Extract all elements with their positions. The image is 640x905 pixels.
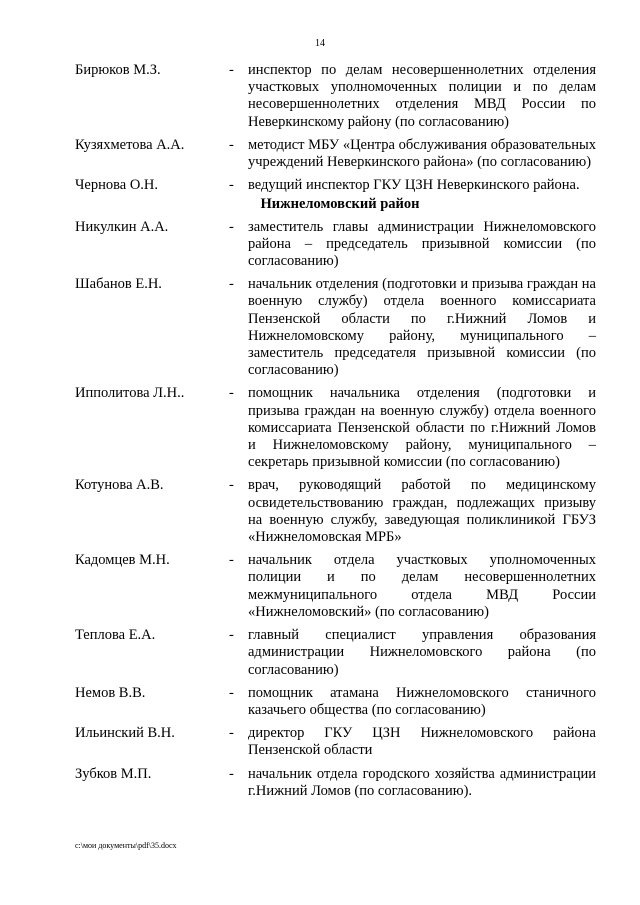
member-name: Теплова Е.А. (75, 627, 156, 644)
member-name: Котунова А.В. (75, 477, 164, 494)
member-entry (0, 62, 640, 131)
member-name: Ильинский В.Н. (75, 725, 175, 742)
member-name: Зубков М.П. (75, 765, 152, 782)
member-position: помощник начальника отделения (подготовки и призыва граждан на военную службу) отдела военного комиссариата Пензенской области по г.Нижний Ломов и Нижнеломовскому району, муниципального – секретарь призывной комиссии (по согласованию) (248, 385, 596, 471)
member-dash: - (229, 177, 234, 194)
member-dash: - (229, 627, 234, 644)
member-dash: - (229, 765, 234, 782)
member-dash: - (229, 477, 234, 494)
member-position: инспектор по делам несовершеннолетних отделения участковых уполномоченных полиции и по делам несовершеннолетних отделения МВД России по Неверкинскому району (по согласованию) (248, 62, 596, 130)
member-name: Бирюков М.З. (75, 62, 161, 78)
member-dash: - (229, 136, 234, 153)
member-position: главный специалист управления образования администрации Нижнеломовского района (по согласованию) (248, 627, 596, 678)
member-entry (0, 627, 640, 679)
member-name: Кузяхметова А.А. (75, 136, 185, 153)
member-name: Ипполитова Л.Н.. (75, 385, 185, 402)
entries-group-before (0, 62, 640, 194)
commission-member-list (0, 62, 640, 806)
member-position: начальник отдела участковых уполномоченных полиции и по делам несовершеннолетних межмуниципального отдела МВД России «Нижнеломовский» (по согласованию) (248, 552, 596, 620)
member-entry (0, 552, 640, 621)
member-entry (0, 276, 640, 379)
member-position: помощник атамана Нижнеломовского станичного казачьего общества (по согласованию) (248, 684, 596, 718)
member-dash: - (229, 725, 234, 742)
footer-file-path: c:\мои документы\pdf\35.docx (75, 841, 177, 850)
member-position: врач, руководящий работой по медицинскому освидетельствованию граждан, подлежащих призыву на военную службу, заведующая поликлиникой ГБУЗ «Нижнеломовская МРБ» (248, 477, 596, 546)
member-position: начальник отдела городского хозяйства администрации г.Нижний Ломов (по согласованию). (248, 765, 596, 799)
member-dash: - (229, 552, 234, 569)
member-dash: - (229, 218, 234, 235)
member-dash: - (229, 62, 234, 78)
member-name: Шабанов Е.Н. (75, 276, 162, 293)
member-entry (0, 725, 640, 759)
member-entry (0, 219, 640, 271)
page-number: 14 (315, 38, 325, 49)
member-position: заместитель главы администрации Нижнеломовского района – председатель призывной комиссии (по согласованию) (248, 218, 596, 270)
member-position: начальник отделения (подготовки и призыва граждан на военную службу) отдела военного комиссариата Пензенской области по г.Нижний Ломов и Нижнеломовскому району, муниципального – заместитель председателя призывной комиссии (по согласованию) (248, 276, 596, 379)
member-position: директор ГКУ ЦЗН Нижнеломовского района Пензенской области (248, 725, 596, 759)
member-entry (0, 766, 640, 800)
section-title: Нижнеломовский район (260, 196, 420, 213)
member-entry (0, 177, 640, 194)
member-name: Немов В.В. (75, 684, 146, 701)
member-position: методист МБУ «Центра обслуживания образовательных учреждений Неверкинского района» (по согласованию) (248, 136, 596, 171)
entries-group-after (0, 219, 640, 800)
member-entry (0, 477, 640, 546)
member-name: Кадомцев М.Н. (75, 552, 170, 569)
member-entry (0, 685, 640, 719)
member-dash: - (229, 385, 234, 402)
member-name: Чернова О.Н. (75, 177, 159, 194)
member-entry (0, 137, 640, 171)
member-dash: - (229, 684, 234, 701)
member-dash: - (229, 276, 234, 293)
member-name: Никулкин А.А. (75, 218, 169, 235)
member-entry (0, 385, 640, 471)
member-position: ведущий инспектор ГКУ ЦЗН Неверкинского района. (248, 177, 580, 194)
